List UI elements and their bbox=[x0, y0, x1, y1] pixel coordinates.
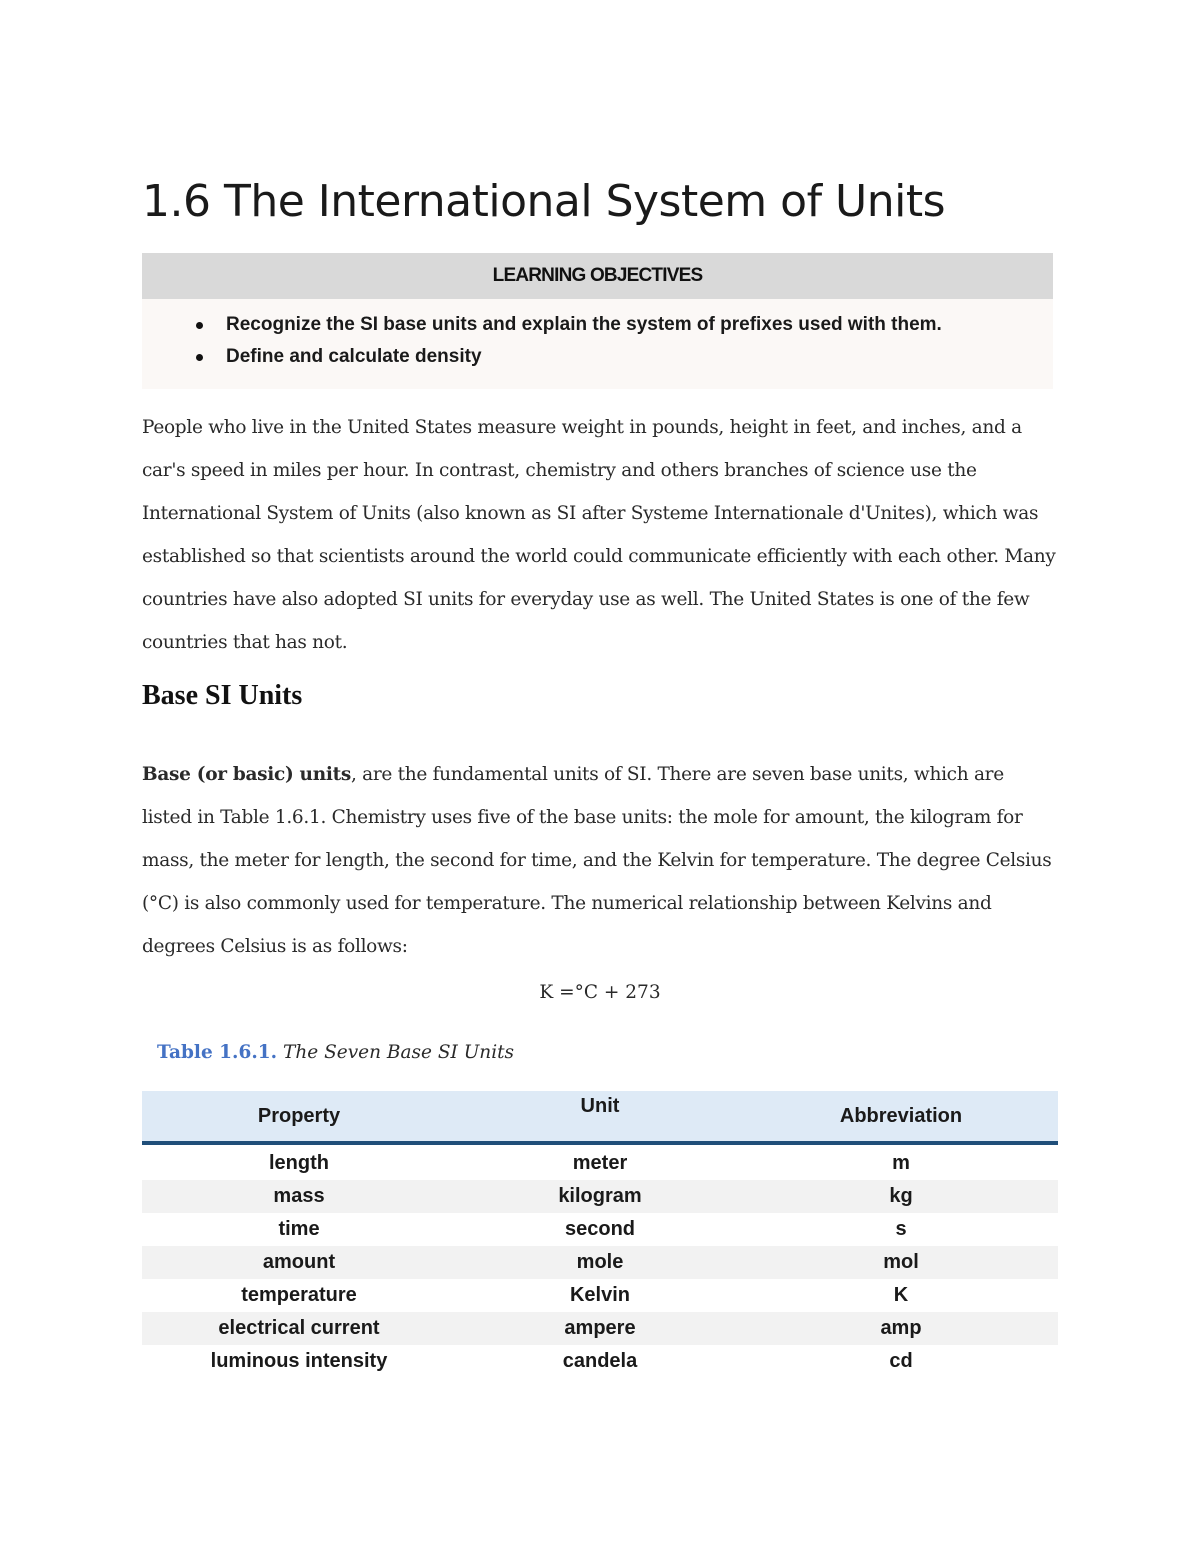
cell-property: luminous intensity bbox=[210, 1350, 388, 1372]
si-units-table bbox=[142, 1091, 1058, 1378]
cell-unit: mole bbox=[456, 1246, 744, 1279]
objectives-list bbox=[142, 309, 1053, 373]
cell-property: electrical current bbox=[142, 1312, 456, 1345]
base-units-text: , are the fundamental units of SI. There are seven base units, which are listed in Table 1.6.1. Chemistry uses five of the base units: the mole for amount, the kilogram for mass, the meter for length, the second for time, and the Kelvin for temperature. The degree Celsius (°C) is also commonly used for temperature. The numerical relationship between Kelvins and degrees Celsius is as follows: bbox=[142, 764, 1052, 957]
header-unit: Unit bbox=[456, 1091, 744, 1143]
cell-property: mass bbox=[142, 1180, 456, 1213]
learning-objectives-body bbox=[142, 299, 1053, 389]
table-caption-label: Table 1.6.1. bbox=[157, 1042, 278, 1063]
objective-item: Define and calculate density bbox=[190, 341, 1053, 373]
cell-property: length bbox=[269, 1152, 329, 1174]
cell-abbreviation: K bbox=[893, 1284, 909, 1306]
cell-property: amount bbox=[142, 1246, 456, 1279]
cell-unit: kilogram bbox=[456, 1180, 744, 1213]
table-row bbox=[142, 1213, 1058, 1246]
cell-property: temperature bbox=[241, 1284, 357, 1306]
header-property: Property bbox=[142, 1091, 456, 1143]
cell-abbreviation: m bbox=[892, 1152, 910, 1174]
cell-abbreviation: kg bbox=[744, 1180, 1058, 1213]
base-units-paragraph bbox=[142, 753, 1058, 968]
section-heading: Base SI Units bbox=[142, 680, 303, 711]
learning-objectives-header: LEARNING OBJECTIVES bbox=[142, 253, 1053, 299]
page-title: 1.6 The International System of Units bbox=[142, 176, 946, 227]
header-abbreviation: Abbreviation bbox=[744, 1091, 1058, 1143]
cell-unit: meter bbox=[572, 1152, 628, 1174]
cell-unit: ampere bbox=[456, 1312, 744, 1345]
table-row bbox=[142, 1180, 1058, 1213]
kelvin-formula: K =°C + 273 bbox=[539, 982, 661, 1003]
cell-abbreviation: s bbox=[895, 1218, 907, 1240]
cell-abbreviation: amp bbox=[744, 1312, 1058, 1345]
base-units-term: Base (or basic) units bbox=[142, 764, 351, 785]
table-row bbox=[142, 1345, 1058, 1378]
table-caption bbox=[157, 1042, 514, 1063]
table-caption-text: The Seven Base SI Units bbox=[277, 1042, 515, 1063]
table-row bbox=[142, 1143, 1058, 1180]
learning-objectives-box bbox=[142, 253, 1053, 389]
objective-item: Recognize the SI base units and explain the system of prefixes used with them. bbox=[190, 309, 1053, 341]
cell-abbreviation: cd bbox=[889, 1350, 913, 1372]
cell-property: time bbox=[278, 1218, 320, 1240]
table-row bbox=[142, 1246, 1058, 1279]
cell-unit: second bbox=[564, 1218, 636, 1240]
cell-abbreviation: mol bbox=[744, 1246, 1058, 1279]
table-row bbox=[142, 1312, 1058, 1345]
cell-unit: Kelvin bbox=[569, 1284, 631, 1306]
table-header-row bbox=[142, 1091, 1058, 1143]
table-row bbox=[142, 1279, 1058, 1312]
cell-unit: candela bbox=[562, 1350, 638, 1372]
intro-paragraph: People who live in the United States measure weight in pounds, height in feet, and inches, and a car's speed in miles per hour. In contrast, chemistry and others branches of science use the International System of Units (also known as SI after Systeme Internationale d'Unites), which was established so that scientists around the world could communicate efficiently with each other. Many countries have also adopted SI units for everyday use as well. The United States is one of the few countries that has not. bbox=[142, 417, 1056, 653]
